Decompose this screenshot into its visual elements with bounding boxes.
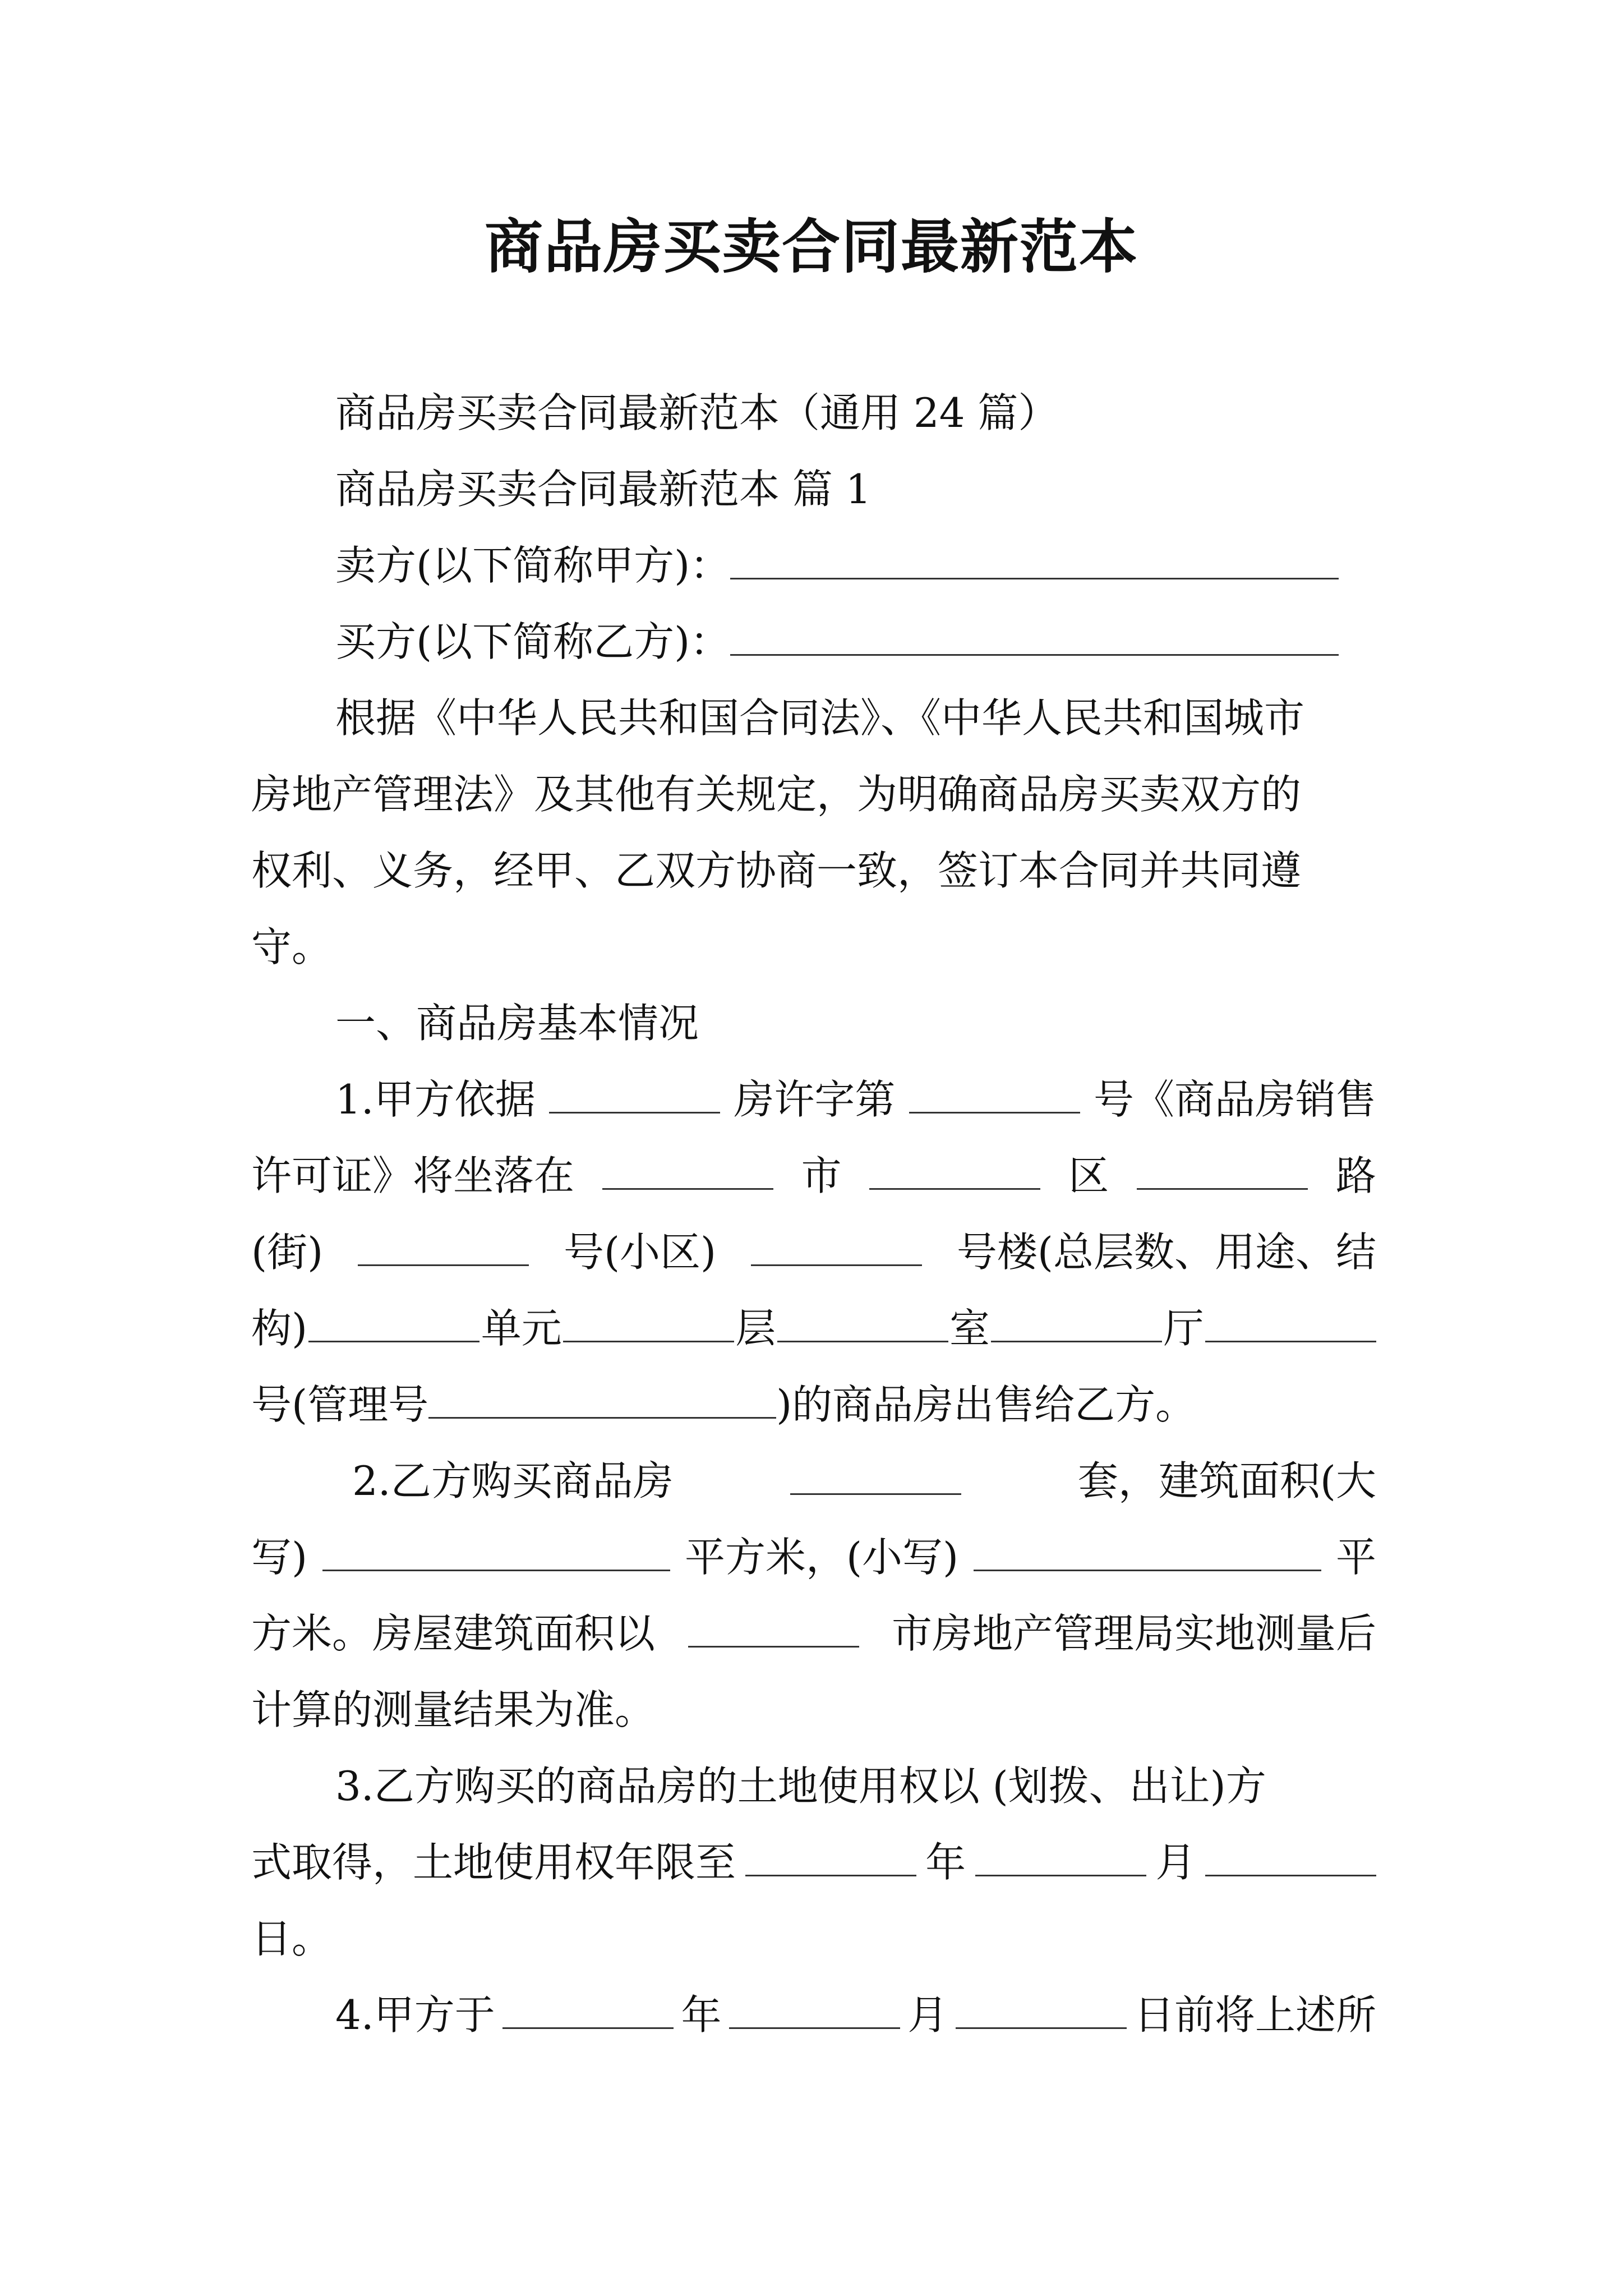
item2-line-1: 2.乙方购买商品房 套，建筑面积(大 bbox=[251, 1443, 1376, 1519]
city-blank[interactable] bbox=[602, 1148, 773, 1190]
document-title: 商品房买卖合同最新范本 bbox=[484, 212, 1138, 281]
area-uppercase-blank[interactable] bbox=[322, 1529, 670, 1571]
community-blank[interactable] bbox=[751, 1224, 922, 1266]
road-blank[interactable] bbox=[1137, 1148, 1308, 1190]
license-number-blank[interactable] bbox=[909, 1071, 1080, 1114]
document-body bbox=[251, 375, 1376, 2053]
hall-blank[interactable] bbox=[1205, 1300, 1376, 1342]
section-heading: 一、商品房基本情况 bbox=[335, 1000, 699, 1047]
unit-count-blank[interactable] bbox=[790, 1453, 961, 1495]
delivery-day-blank[interactable] bbox=[956, 1987, 1127, 2029]
item1-line-5: 号(管理号 )的商品房出售给乙方。 bbox=[251, 1366, 1376, 1443]
floor-blank[interactable] bbox=[777, 1300, 948, 1342]
street-number-blank[interactable] bbox=[358, 1224, 529, 1266]
item4-line-1: 4.甲方于 年 月 日前将上述所 bbox=[251, 1977, 1376, 2053]
seller-label: 卖方(以下简称甲方)： bbox=[335, 542, 731, 589]
intro-line-4: 守。 bbox=[251, 923, 333, 970]
item2-line-3: 方米。房屋建筑面积以 市房地产管理局实地测量后 bbox=[251, 1595, 1376, 1672]
land-year-blank[interactable] bbox=[745, 1834, 916, 1876]
license-basis-blank[interactable] bbox=[549, 1071, 720, 1114]
item1-line-1: 1.甲方依据 房许字第 号《商品房销售 bbox=[251, 1061, 1376, 1138]
land-day-blank[interactable] bbox=[1205, 1834, 1376, 1876]
item1-line-4: 构) 单元 层 室 厅 bbox=[251, 1290, 1376, 1366]
item3-line-3: 日。 bbox=[251, 1915, 333, 1962]
area-lowercase-blank[interactable] bbox=[974, 1529, 1321, 1571]
delivery-month-blank[interactable] bbox=[729, 1987, 900, 2029]
item3-line-1: 3.乙方购买的商品房的土地使用权以 (划拨、出让)方 bbox=[335, 1763, 1266, 1810]
buyer-line bbox=[251, 604, 1376, 680]
seller-line bbox=[251, 527, 1376, 604]
intro-line-3: 权利、义务，经甲、乙双方协商一致，签订本合同并共同遵 bbox=[251, 847, 1302, 894]
item1-line-2: 许可证》将坐落在 市 区 路 bbox=[251, 1138, 1376, 1214]
survey-city-blank[interactable] bbox=[688, 1605, 859, 1648]
building-blank[interactable] bbox=[308, 1300, 479, 1342]
unit-blank[interactable] bbox=[563, 1300, 734, 1342]
room-blank[interactable] bbox=[991, 1300, 1162, 1342]
management-number-blank[interactable] bbox=[428, 1377, 776, 1419]
seller-name-blank[interactable] bbox=[730, 537, 1339, 579]
district-blank[interactable] bbox=[869, 1148, 1040, 1190]
document-subtitle: 商品房买卖合同最新范本（通用 24 篇） bbox=[335, 389, 1059, 436]
intro-line-1: 根据《中华人民共和国合同法》、《中华人民共和国城市 bbox=[335, 694, 1305, 742]
delivery-year-blank[interactable] bbox=[502, 1987, 674, 2029]
item2-line-4: 计算的测量结果为准。 bbox=[251, 1686, 656, 1733]
land-month-blank[interactable] bbox=[975, 1834, 1146, 1876]
intro-line-2: 房地产管理法》及其他有关规定，为明确商品房买卖双方的 bbox=[251, 771, 1302, 818]
item1-line-3: (街) 号(小区) 号楼(总层数、用途、结 bbox=[251, 1214, 1376, 1290]
item2-line-2: 写) 平方米，(小写) 平 bbox=[251, 1519, 1376, 1595]
buyer-name-blank[interactable] bbox=[730, 614, 1339, 656]
item3-line-2: 式取得，土地使用权年限至 年 月 bbox=[251, 1824, 1376, 1901]
chapter-heading: 商品房买卖合同最新范本 篇 1 bbox=[335, 466, 872, 513]
buyer-label: 买方(以下简称乙方)： bbox=[335, 618, 731, 665]
